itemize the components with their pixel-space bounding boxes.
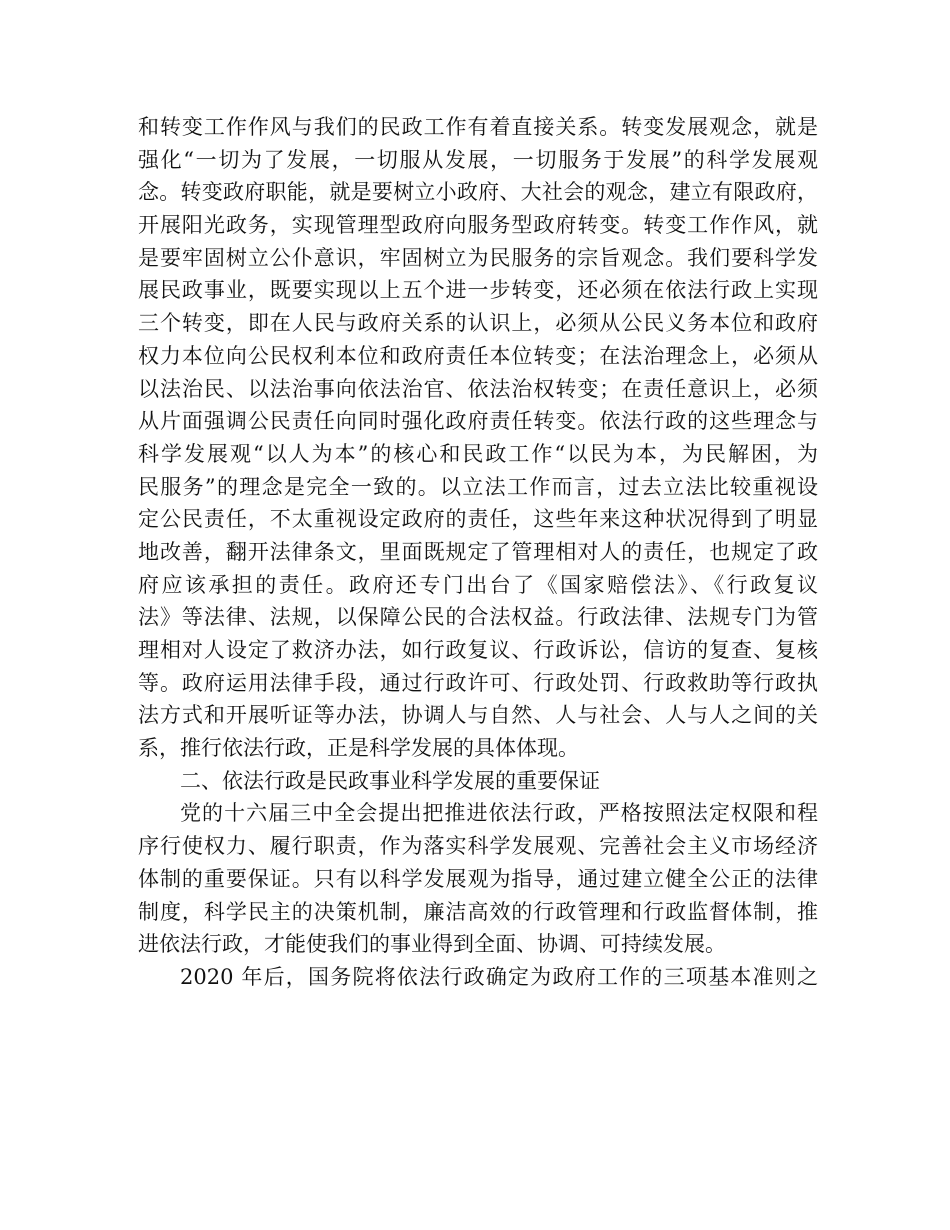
text-line: 开展阳光政务，实现管理型政府向服务型政府转变。转变工作作风，就 [138, 213, 818, 238]
text-line: 2020 年后，国务院将依法行政确定为政府工作的三项基本准则之 [180, 964, 818, 989]
text-line: 府应该承担的责任。政府还专门出台了《国家赔偿法》、《行政复议 [138, 572, 818, 597]
text-line: 权力本位向公民权利本位和政府责任本位转变；在法治理念上，必须从 [138, 343, 818, 368]
text-line: 进依法行政，才能使我们的事业得到全面、协调、可持续发展。 [138, 932, 726, 957]
text-line: 法方式和开展听证等办法，协调人与自然、人与社会、人与人之间的关 [138, 703, 818, 728]
document-body-text [138, 111, 818, 994]
text-line: 强化“一切为了发展，一切服从发展，一切服务于发展”的科学发展观 [138, 147, 818, 172]
text-line: 是要牢固树立公仆意识，牢固树立为民服务的宗旨观念。我们要科学发 [138, 245, 818, 270]
text-line: 民服务”的理念是完全一致的。以立法工作而言，过去立法比较重视设 [138, 474, 818, 499]
text-line: 法》等法律、法规，以保障公民的合法权益。行政法律、法规专门为管 [138, 605, 818, 630]
text-line: 以法治民、以法治事向依法治官、依法治权转变；在责任意识上，必须 [138, 376, 818, 401]
text-line: 序行使权力、履行职责，作为落实科学发展观、完善社会主义市场经济 [138, 834, 818, 859]
text-line: 和转变工作作风与我们的民政工作有着直接关系。转变发展观念，就是 [138, 115, 818, 139]
text-line: 展民政事业，既要实现以上五个进一步转变，还必须在依法行政上实现 [138, 278, 818, 303]
text-line: 科学发展观“以人为本”的核心和民政工作“以民为本，为民解困，为 [138, 441, 818, 466]
text-line: 党的十六届三中全会提出把推进依法行政，严格按照法定权限和程 [180, 801, 818, 826]
text-line: 三个转变，即在人民与政府关系的认识上，必须从公民义务本位和政府 [138, 311, 818, 336]
text-line: 二、依法行政是民政事业科学发展的重要保证 [180, 768, 600, 793]
text-line: 等。政府运用法律手段，通过行政许可、行政处罚、行政救助等行政执 [138, 670, 818, 695]
text-line: 地改善，翻开法律条文，里面既规定了管理相对人的责任，也规定了政 [138, 539, 818, 564]
text-line: 制度，科学民主的决策机制，廉洁高效的行政管理和行政监督体制，推 [138, 899, 818, 924]
text-line: 定公民责任，不太重视设定政府的责任，这些年来这种状况得到了明显 [138, 507, 818, 532]
text-line: 从片面强调公民责任向同时强化政府责任转变。依法行政的这些理念与 [138, 409, 818, 434]
text-line: 体制的重要保证。只有以科学发展观为指导，通过建立健全公正的法律 [138, 866, 818, 891]
text-line: 念。转变政府职能，就是要树立小政府、大社会的观念，建立有限政府， [138, 180, 818, 205]
text-line: 理相对人设定了救济办法，如行政复议、行政诉讼，信访的复查、复核 [138, 638, 818, 662]
text-line: 系，推行依法行政，正是科学发展的具体体现。 [138, 736, 579, 761]
